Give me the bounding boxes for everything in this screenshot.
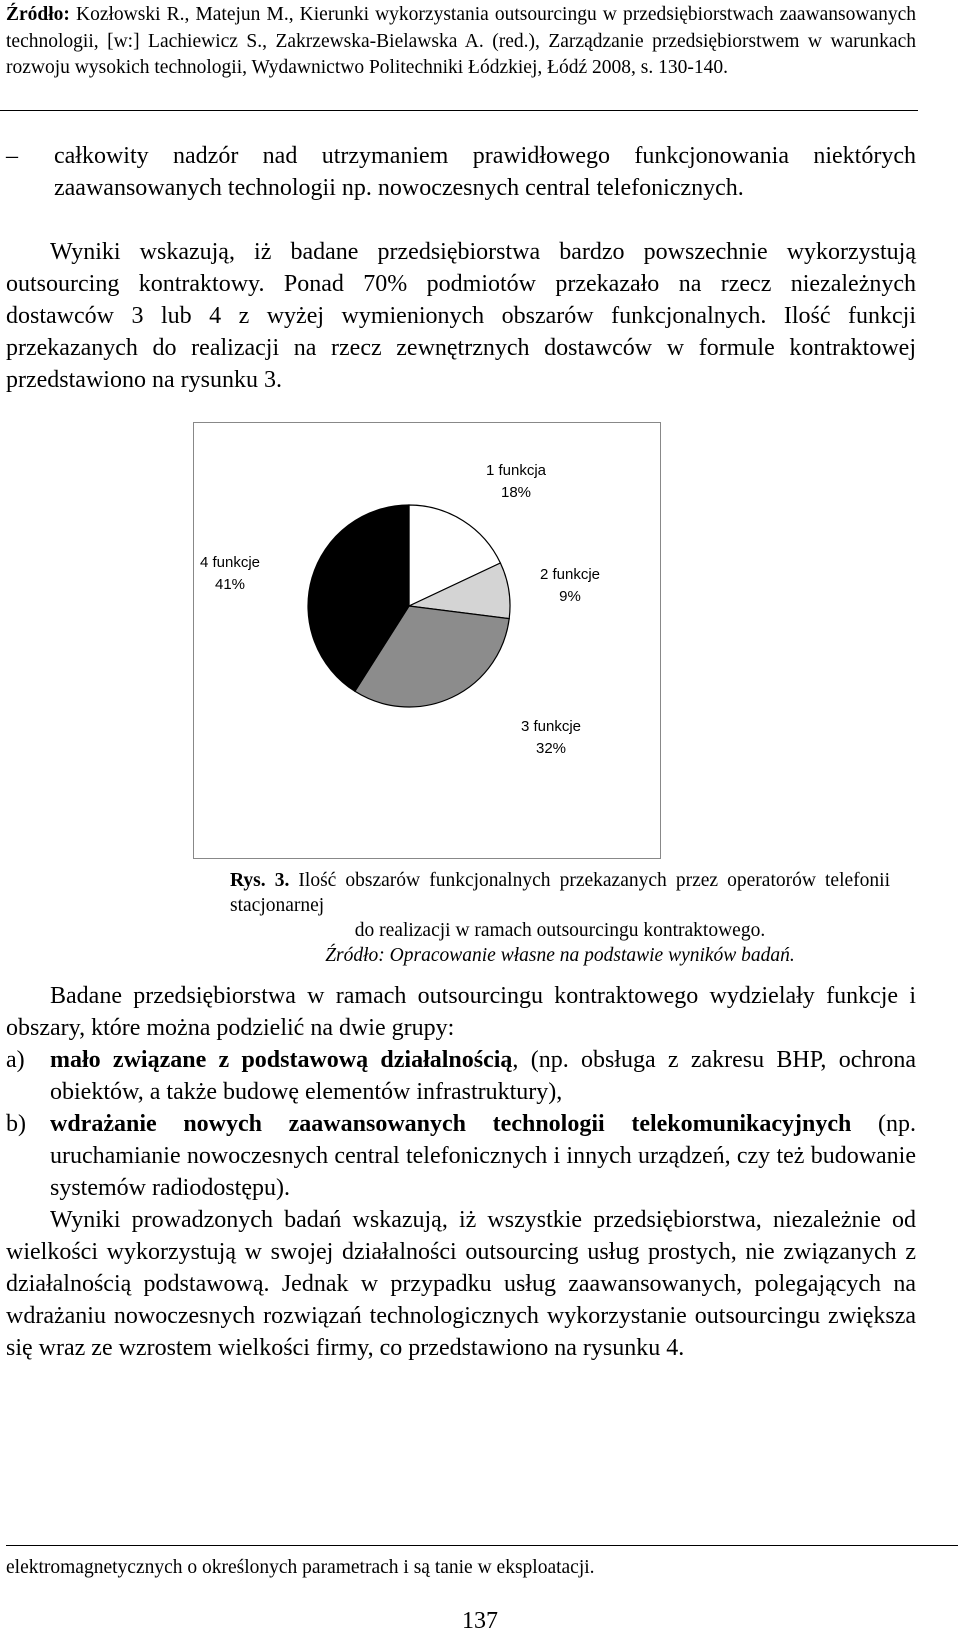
source-note — [6, 2, 916, 82]
paragraph-3: Wyniki prowadzonych badań wskazują, iż wszystkie przedsiębiorstwa, niezależnie od wielkości wykorzystują w swojej działalności outsourcing usług prostych, nie związanych z działalnością podstawową. Jednak w przypadku usług zaawansowanych, polegających na wdrażaniu nowoczesnych rozwiązań technologicznych wykorzystanie outsourcingu zwiększa się wraz ze wzrostem wielkości firmy, co przedstawiono na rysunku 4. — [6, 1207, 916, 1361]
list-marker-b: b) — [6, 1111, 26, 1137]
source-note-label: Źródło: — [6, 4, 70, 25]
pie-label-4: 4 funkcje — [199, 554, 261, 571]
list-marker-a: a) — [6, 1047, 25, 1073]
caption-text: Ilość obszarów funkcjonalnych przekazanych przez operatorów telefonii stacjonarnej — [230, 870, 890, 916]
dash-marker: – — [6, 143, 18, 169]
caption-line-1 — [230, 868, 890, 918]
pie-value-label-1: 18% — [500, 484, 532, 501]
pie-chart-frame — [193, 422, 661, 859]
figure-caption — [230, 868, 890, 968]
caption-label: Rys. 3. — [230, 870, 290, 891]
dash-list-item — [6, 140, 916, 204]
top-rule — [0, 110, 918, 111]
list-item-a — [6, 1044, 916, 1108]
footnote: elektromagnetycznych o określonych parametrach i są tanie w eksploatacji. — [6, 1557, 595, 1578]
caption-line-2: do realizacji w ramach outsourcingu kontraktowego. — [354, 920, 766, 941]
pie-slices — [308, 505, 510, 707]
pie-value-label-3: 32% — [535, 740, 567, 757]
dash-item-text: całkowity nadzór nad utrzymaniem prawidłowego funkcjonowania niektórych zaawansowanych technologii np. nowoczesnych central telefonicznych. — [54, 143, 916, 201]
list-item-b-rest: (np. uruchamianie nowoczesnych central telefonicznych i innych urządzeń, czy też budowanie systemów radiodostępu). — [50, 1111, 916, 1201]
list-item-a-bold: mało związane z podstawową działalnością — [50, 1047, 513, 1073]
pie-label-2: 2 funkcje — [539, 566, 601, 583]
footnote-rule — [6, 1545, 958, 1546]
pie-label-3: 3 funkcje — [520, 718, 582, 735]
paragraph-2: Badane przedsiębiorstwa w ramach outsourcingu kontraktowego wydzielały funkcje i obszary, które można podzielić na dwie grupy: — [6, 983, 916, 1041]
list-item-b — [6, 1108, 916, 1204]
pie-label-1: 1 funkcja — [485, 462, 547, 479]
paragraph-1: Wyniki wskazują, iż badane przedsiębiorstwa bardzo powszechnie wykorzystują outsourcing kontraktowy. Ponad 70% podmiotów przekazało na rzecz niezależnych dostawców 3 lub 4 z wyżej wymienionych obszarów funkcjonalnych. Ilość funkcji przekazanych do realizacji na rzecz zewnętrznych dostawców w formule kontraktowej przedstawiono na rysunku 3. — [6, 239, 916, 393]
pie-value-label-4: 41% — [214, 576, 246, 593]
source-note-text: Kozłowski R., Matejun M., Kierunki wykorzystania outsourcingu w przedsiębiorstwach zaawansowanych technologii, [w:] Lachiewicz S., Zakrzewska-Bielawska A. (red.), Zarządzanie przedsiębiorstwem w warunkach rozwoju wysokich technologii, Wydawnictwo Politechniki Łódzkiej, Łódź 2008, s. 130-140. — [6, 4, 917, 78]
list-item-a-rest: , (np. obsługa z zakresu BHP, ochrona obiektów, a także budowę elementów infrastruktury), — [50, 1047, 916, 1105]
page-number: 137 — [462, 1608, 498, 1634]
caption-source: Źródło: Opracowanie własne na podstawie wyników badań. — [325, 945, 795, 966]
pie-chart — [194, 423, 659, 857]
pie-value-label-2: 9% — [559, 588, 581, 605]
list-item-b-bold: wdrażanie nowych zaawansowanych technologii telekomunikacyjnych — [50, 1111, 852, 1137]
